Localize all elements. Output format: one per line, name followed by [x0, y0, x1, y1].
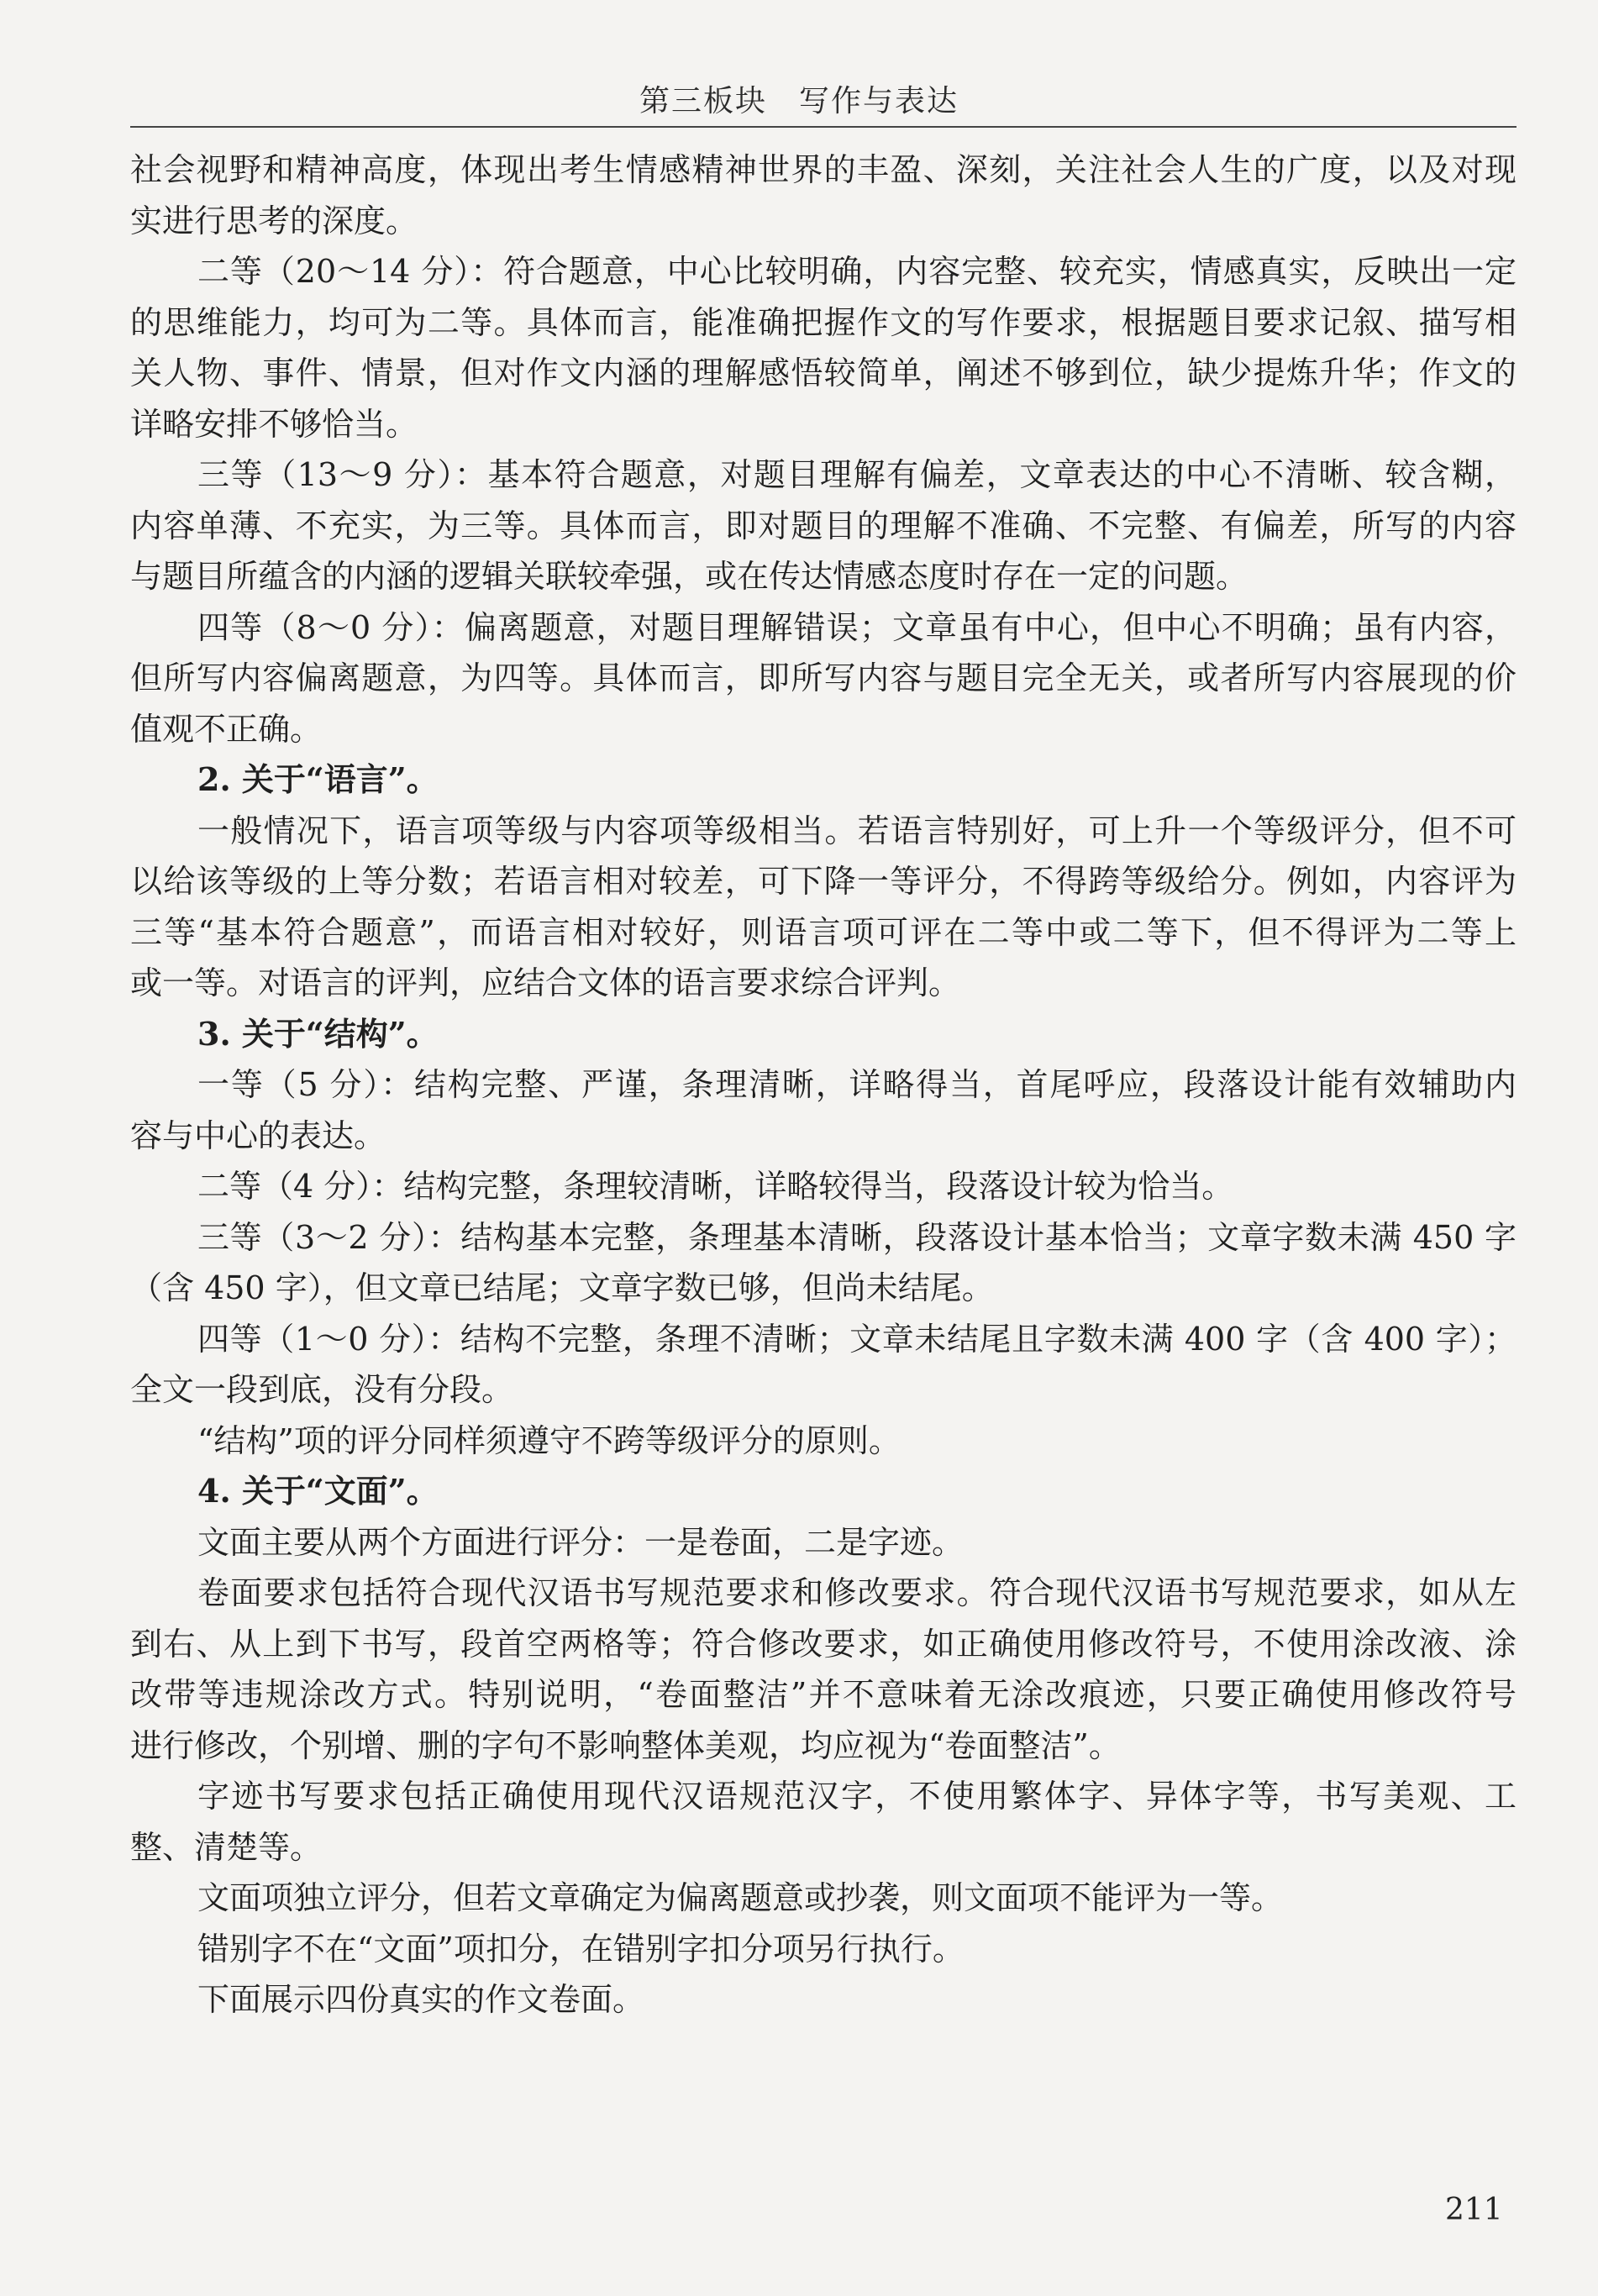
- text-line: 关人物、事件、情景，但对作文内涵的理解感悟较简单，阐述不够到位，缺少提炼升华；作文的: [130, 355, 1517, 391]
- text-line: 内容单薄、不充实，为三等。具体而言，即对题目的理解不准确、不完整、有偏差，所写的内容: [130, 507, 1517, 544]
- text-line: 但所写内容偏离题意，为四等。具体而言，即所写内容与题目完全无关，或者所写内容展现的价: [130, 659, 1517, 696]
- section-heading-language: 2. 关于“语言”。: [197, 760, 439, 798]
- running-header: 第三板块 写作与表达: [639, 84, 959, 118]
- text-line: 实进行思考的深度。: [130, 202, 418, 239]
- text-line: 改带等违规涂改方式。特别说明，“卷面整洁”并不意味着无涂改痕迹，只要正确使用修改符号: [130, 1676, 1517, 1713]
- text-line: 容与中心的表达。: [130, 1116, 386, 1154]
- text-line: 以给该等级的上等分数；若语言相对较差，可下降一等评分，不得跨等级给分。例如，内容评为: [130, 863, 1517, 900]
- text-line: 三等“基本符合题意”，而语言相对较好，则语言项可评在二等中或二等下，但不得评为二等上: [130, 913, 1517, 951]
- text-line: 文面项独立评分，但若文章确定为偏离题意或抄袭，则文面项不能评为一等。: [197, 1879, 1284, 1916]
- body-text: [130, 144, 1517, 2025]
- page-number: 211: [1445, 2193, 1503, 2227]
- text-line: 社会视野和精神高度，体现出考生情感精神世界的丰盈、深刻，关注社会人生的广度，以及对现: [130, 151, 1517, 188]
- text-line: 值观不正确。: [130, 710, 323, 748]
- text-line: 到右、从上到下书写，段首空两格等；符合修改要求，如正确使用修改符号，不使用涂改液、涂: [130, 1625, 1517, 1663]
- text-line: 卷面要求包括符合现代汉语书写规范要求和修改要求。符合现代汉语书写规范要求，如从左: [197, 1574, 1517, 1611]
- text-line: 或一等。对语言的评判，应结合文体的语言要求综合评判。: [130, 964, 961, 1001]
- text-line: 文面主要从两个方面进行评分：一是卷面，二是字迹。: [197, 1523, 965, 1561]
- text-line: 二等（4 分）：结构完整，条理较清晰，详略较得当，段落设计较为恰当。: [197, 1168, 1234, 1205]
- text-line: 的思维能力，均可为二等。具体而言，能准确把握作文的写作要求，根据题目要求记叙、描写相: [130, 303, 1517, 341]
- text-line: 全文一段到底，没有分段。: [130, 1371, 514, 1408]
- text-line: 三等（3～2 分）：结构基本完整，条理基本清晰，段落设计基本恰当；文章字数未满 450 字: [197, 1218, 1517, 1256]
- text-line: 下面展示四份真实的作文卷面。: [197, 1981, 645, 2018]
- text-line: （含 450 字），但文章已结尾；文章字数已够，但尚未结尾。: [130, 1269, 994, 1306]
- text-line: 四等（1～0 分）：结构不完整，条理不清晰；文章未结尾且字数未满 400 字（含 400 字）；: [197, 1320, 1517, 1358]
- text-line: 一般情况下，语言项等级与内容项等级相当。若语言特别好，可上升一个等级评分，但不可: [197, 812, 1517, 849]
- text-line: 字迹书写要求包括正确使用现代汉语规范汉字，不使用繁体字、异体字等，书写美观、工: [197, 1778, 1517, 1815]
- text-line: 与题目所蕴含的内涵的逻辑关联较牵强，或在传达情感态度时存在一定的问题。: [130, 558, 1248, 595]
- text-line: 整、清楚等。: [130, 1828, 323, 1866]
- header-rule: [130, 126, 1517, 128]
- section-heading-structure: 3. 关于“结构”。: [197, 1014, 439, 1053]
- text-line: 二等（20～14 分）：符合题意，中心比较明确，内容完整、较充实，情感真实，反映出一定: [197, 253, 1517, 290]
- text-line: 一等（5 分）：结构完整、严谨，条理清晰，详略得当，首尾呼应，段落设计能有效辅助内: [197, 1066, 1517, 1103]
- text-line: 详略安排不够恰当。: [130, 405, 418, 443]
- text-line: 四等（8～0 分）：偏离题意，对题目理解错误；文章虽有中心，但中心不明确；虽有内容，: [197, 608, 1517, 646]
- text-line: 三等（13～9 分）：基本符合题意，对题目理解有偏差，文章表达的中心不清晰、较含糊，: [197, 456, 1517, 493]
- text-line: “结构”项的评分同样须遵守不跨等级评分的原则。: [197, 1421, 901, 1459]
- section-heading-layout: 4. 关于“文面”。: [197, 1472, 439, 1510]
- text-line: 错别字不在“文面”项扣分，在错别字扣分项另行执行。: [197, 1930, 965, 1968]
- text-line: 进行修改，个别增、删的字句不影响整体美观，均应视为“卷面整洁”。: [130, 1726, 1121, 1764]
